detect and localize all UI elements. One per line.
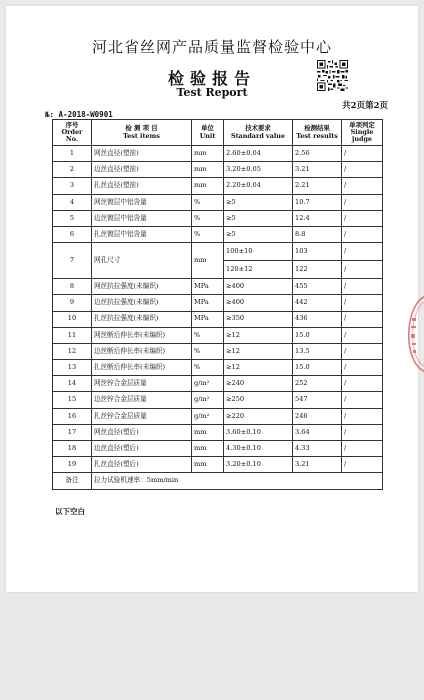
order-number-cell: 1 [53,146,92,162]
single-judge-cell: / [342,279,383,295]
order-number-cell: 18 [53,441,92,457]
test-item-cell: 网丝抗拉强度(未编织) [92,279,192,295]
order-number-cell: 11 [53,327,92,343]
sub-value: 100±10 [226,247,253,256]
standard-value-cell: 4.30±0.10 [224,441,293,457]
single-judge-cell: / [342,376,383,392]
table-row [53,311,383,327]
order-number-cell: 10 [53,311,92,327]
table-row [53,178,383,194]
single-judge-cell: / [342,162,383,178]
document-number: №: A-2018-W0901 [45,110,113,119]
table-row [53,146,383,162]
order-number-cell: 13 [53,360,92,376]
standard-value-cell: ≥12 [224,343,293,359]
table-row [53,457,383,473]
test-item-cell: 扎丝抗拉强度(未编织) [92,311,192,327]
report-title: 检验报告 [167,69,256,88]
single-judge-cell: / [342,210,383,226]
table-row [53,327,383,343]
order-number-cell: 6 [53,226,92,242]
report-page [6,6,418,592]
single-judge-cell: / [342,146,383,162]
unit-cell: mm [192,243,224,279]
standard-value-cell: ≥5 [224,226,293,242]
column-header-judge: 单项判定 Single judge [342,120,383,146]
order-number-cell: 2 [53,162,92,178]
single-judge-cell: / [342,343,383,359]
column-header-results: 检测结果 Test results [293,120,342,146]
standard-value-cell: 3.20±0.10 [224,457,293,473]
single-judge-cell: / [342,457,383,473]
unit-cell: % [192,226,224,242]
single-judge-cell: / [342,178,383,194]
unit-cell: mm [192,162,224,178]
report-title-english: Test Report [176,86,248,99]
standard-value-cell: ≥400 [224,295,293,311]
test-item-cell: 扎丝镀层中铝含量 [92,226,192,242]
test-item-cell: 扎丝断后伸长率(未编织) [92,360,192,376]
standard-value-cell: 2.60±0.04 [224,146,293,162]
order-number-cell: 14 [53,376,92,392]
test-item-cell: 网丝锌合金层质量 [92,376,192,392]
test-item-cell: 边丝锌合金层质量 [92,392,192,408]
table-row [53,376,383,392]
organization-title: 河北省丝网产品质量监督检验中心 [91,38,332,56]
unit-cell: mm [192,457,224,473]
test-item-cell: 边丝抗拉强度(未编织) [92,295,192,311]
table-row [53,343,383,359]
sub-value: 122 [293,260,341,278]
unit-cell: mm [192,424,224,440]
single-judge-cell: / [342,327,383,343]
unit-cell: % [192,327,224,343]
single-judge-cell: / [342,295,383,311]
table-row [53,226,383,242]
table-row [53,360,383,376]
table-row [53,243,383,279]
test-result-cell: 8.8 [293,226,342,242]
test-item-cell: 网丝直径(塑后) [92,424,192,440]
order-number-cell: 16 [53,408,92,424]
unit-cell: MPa [192,279,224,295]
standard-value-cell: ≥5 [224,194,293,210]
standard-value-cell: ≥12 [224,327,293,343]
standard-value-cell: ≥5 [224,210,293,226]
test-result-cell: 12.4 [293,210,342,226]
test-item-cell: 扎丝锌合金层质量 [92,408,192,424]
order-number-cell: 8 [53,279,92,295]
standard-value-cell [224,243,293,279]
test-item-cell: 边丝直径(塑后) [92,441,192,457]
test-item-cell: 网孔尺寸 [92,243,192,279]
test-result-cell: 436 [293,311,342,327]
test-item-cell: 边丝镀层中铝含量 [92,210,192,226]
table-header-row [53,120,383,146]
unit-cell: % [192,210,224,226]
column-header-order: 序号 Order No. [53,120,92,146]
remark-text: 拉力试验机速率：5mm/min [92,473,383,489]
table-row [53,295,383,311]
qr-code-icon [317,60,348,91]
order-number-cell: 9 [53,295,92,311]
standard-value-cell: ≥220 [224,408,293,424]
single-judge-cell: / [342,194,383,210]
order-number-cell: 12 [53,343,92,359]
test-item-cell: 边丝直径(塑前) [92,162,192,178]
table-row [53,441,383,457]
order-number-cell: 15 [53,392,92,408]
test-result-cell: 4.33 [293,441,342,457]
column-header-standard: 技术要求 Standard value [224,120,293,146]
test-result-cell: 15.0 [293,327,342,343]
remark-label: 备注 [53,473,92,489]
test-result-cell: 3.64 [293,424,342,440]
sub-value: 103 [295,247,308,256]
test-item-cell: 网丝镀层中铝含量 [92,194,192,210]
order-number-cell: 4 [53,194,92,210]
end-of-content-note: 以下空白 [55,507,85,516]
single-judge-cell: / [342,226,383,242]
test-result-cell: 10.7 [293,194,342,210]
table-row [53,279,383,295]
test-item-cell: 边丝断后伸长率(未编织) [92,343,192,359]
test-item-cell: 扎丝直径(塑后) [92,457,192,473]
unit-cell: % [192,194,224,210]
test-result-cell [293,243,342,279]
standard-value-cell: ≥400 [224,279,293,295]
test-item-cell: 网丝断后伸长率(未编织) [92,327,192,343]
test-result-cell: 547 [293,392,342,408]
test-result-cell: 13.5 [293,343,342,359]
table-row [53,162,383,178]
standard-value-cell: 2.20±0.04 [224,178,293,194]
standard-value-cell: ≥250 [224,392,293,408]
order-number-cell: 7 [53,243,92,279]
seal-stamp-icon [398,294,424,374]
sub-value: / [342,260,382,278]
page-count: 共2页第2页 [342,101,388,111]
single-judge-cell: / [342,408,383,424]
sub-value: / [344,247,347,256]
standard-value-cell: ≥350 [224,311,293,327]
sub-value: 120±12 [224,260,292,278]
unit-cell: MPa [192,311,224,327]
test-result-cell: 252 [293,376,342,392]
table-row [53,392,383,408]
standard-value-cell: 3.60±0.10 [224,424,293,440]
single-judge-cell: / [342,424,383,440]
unit-cell: g/m² [192,408,224,424]
order-number-cell: 3 [53,178,92,194]
table-row [53,210,383,226]
standard-value-cell: ≥240 [224,376,293,392]
results-table [52,119,383,490]
unit-cell: g/m² [192,392,224,408]
table-row [53,194,383,210]
single-judge-cell: / [342,311,383,327]
test-result-cell: 2.21 [293,178,342,194]
test-result-cell: 442 [293,295,342,311]
unit-cell: % [192,360,224,376]
single-judge-cell [342,243,383,279]
table-row [53,408,383,424]
standard-value-cell: ≥12 [224,360,293,376]
order-number-cell: 19 [53,457,92,473]
unit-cell: mm [192,441,224,457]
column-header-unit: 单位 Unit [192,120,224,146]
table-row [53,424,383,440]
test-result-cell: 455 [293,279,342,295]
single-judge-cell: / [342,360,383,376]
unit-cell: mm [192,178,224,194]
order-number-cell: 5 [53,210,92,226]
unit-cell: MPa [192,295,224,311]
single-judge-cell: / [342,392,383,408]
standard-value-cell: 3.20±0.05 [224,162,293,178]
column-header-items: 检 测 项 目 Test items [92,120,192,146]
unit-cell: g/m² [192,376,224,392]
test-result-cell: 246 [293,408,342,424]
test-item-cell: 网丝直径(塑前) [92,146,192,162]
unit-cell: % [192,343,224,359]
test-item-cell: 扎丝直径(塑前) [92,178,192,194]
single-judge-cell: / [342,441,383,457]
test-result-cell: 15.0 [293,360,342,376]
test-result-cell: 3.21 [293,457,342,473]
unit-cell: mm [192,146,224,162]
remark-row [53,473,383,489]
order-number-cell: 17 [53,424,92,440]
test-result-cell: 2.56 [293,146,342,162]
test-result-cell: 3.21 [293,162,342,178]
